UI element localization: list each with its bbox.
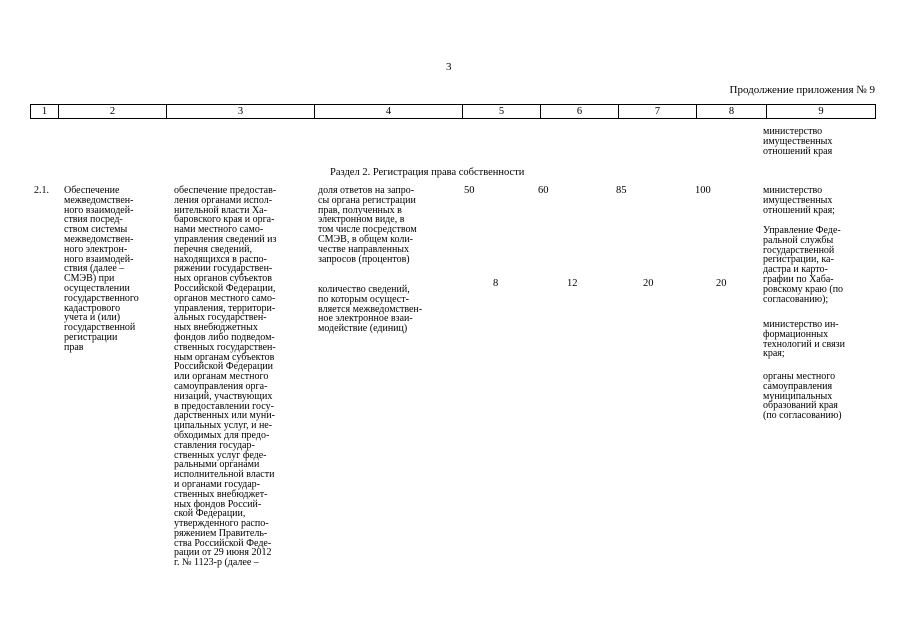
row-number: 2.1. — [34, 185, 49, 196]
continuation-title: Продолжение приложения № 9 — [729, 84, 875, 96]
indicator-1-value-col5: 50 — [464, 185, 475, 196]
responsible-party-4: органы местного самоуправления муниципальных образований края (по согласованию) — [763, 371, 842, 422]
measure-text: Обеспечение межведомствен- ного взаимодей- ствия посред- ством системы межведомствен- ного электрон- ного взаимодей- ствия (далее – СМЭВ) при осуществлении государственного кадастрового учета и (или) государственной регистрации прав — [64, 185, 139, 353]
responsible-party-3: министерство ин- формационных технологий и связи края; — [763, 319, 845, 360]
responsible-party-1: министерство имущественных отношений края; — [763, 185, 835, 216]
indicator-1-value-col8: 100 — [695, 185, 711, 196]
column-number-1: 1 — [31, 105, 59, 119]
indicator-2-value-col6: 12 — [567, 278, 578, 289]
column-number-5: 5 — [463, 105, 541, 119]
measure-description: обеспечение предостав- ления органами испол- нительной власти Ха- баровского края и орга- нами местного само- управления сведений из перечня сведений, находящихся в распо- ряжении государствен- ных органов субъектов Российской Федерации, органов местного само- управления, территори- альных государствен- ных внебюджетных фондов либо подведом- ственных государствен- ным органам субъектов Российской Федерации или органам местного самоуправления орга- низаций, участвующих в предоставлении госу- дарственных или муни- ципальных услуг, и не- обходимых для предо- ставления государ- ственных услуг феде- ральными органами исполнительной власти и органами государ- ственных внебюджет- ных фондов Россий- ской Федерации, утвержденного распо- ряжением Правитель- ства Российской Феде- рации от 29 июня 2012 г. № 1123-р (далее – — [174, 185, 277, 569]
indicator-1-value-col7: 85 — [616, 185, 627, 196]
indicator-2-value-col8: 20 — [716, 278, 727, 289]
indicator-1-value-col6: 60 — [538, 185, 549, 196]
column-number-header — [30, 104, 876, 119]
indicator-name-1: доля ответов на запро- сы органа регистрации прав, полученных в электронном виде, в том числе посредством СМЭВ, в общем коли- честве направленных запросов (процентов) — [318, 185, 417, 265]
page-number: 3 — [446, 61, 452, 73]
column-number-2: 2 — [59, 105, 167, 119]
column-number-8: 8 — [697, 105, 767, 119]
column-number-6: 6 — [541, 105, 619, 119]
column-number-7: 7 — [619, 105, 697, 119]
column-number-9: 9 — [767, 105, 876, 119]
responsible-party-2: Управление Феде- ральной службы государственной регистрации, ка- дастра и карто- графии по Хаба- ровскому краю (по согласованию); — [763, 225, 844, 305]
carryover-responsible: министерство имущественных отношений края — [763, 126, 833, 157]
column-number-4: 4 — [315, 105, 463, 119]
column-number-3: 3 — [167, 105, 315, 119]
indicator-2-value-col7: 20 — [643, 278, 654, 289]
indicator-2-value-col5: 8 — [493, 278, 499, 289]
indicator-name-2: количество сведений, по которым осущест- вляется межведомствен- ное электронное взаи- модействие (единиц) — [318, 284, 423, 335]
section-title: Раздел 2. Регистрация права собственности — [330, 167, 525, 178]
